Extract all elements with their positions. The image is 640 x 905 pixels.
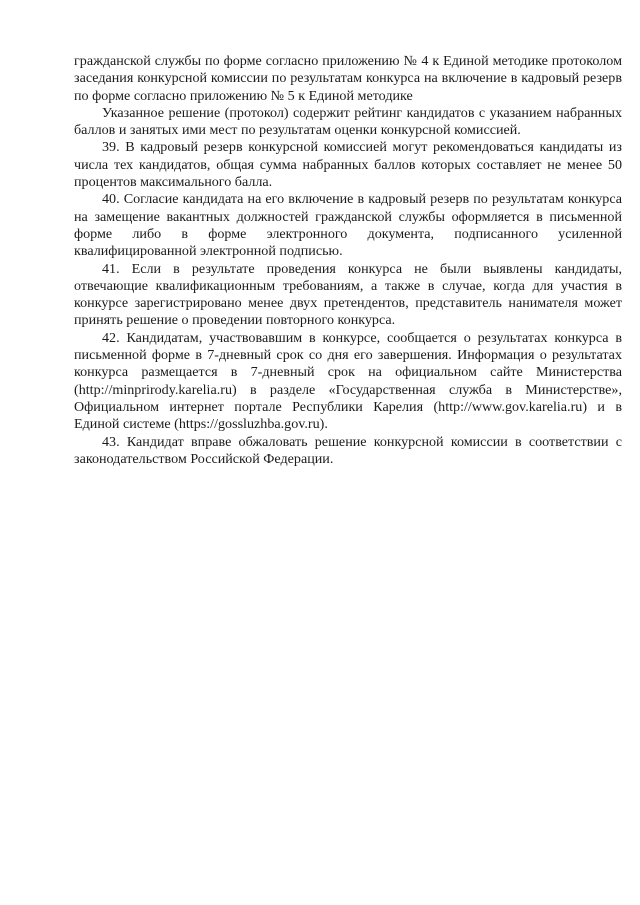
paragraph-40: 40. Согласие кандидата на его включение в кадровый резерв по результатам конкурса на замещение вакантных должностей гражданской службы оформляется в письменной форме либо в форме электронного документа, подписанного усиленной квалифицированной электронной подписью. [74, 191, 622, 260]
document-body [74, 53, 622, 468]
paragraph-protocol-rating: Указанное решение (протокол) содержит рейтинг кандидатов с указанием набранных баллов и занятых ими мест по результатам оценки конкурсной комиссией. [74, 104, 622, 139]
paragraph-43: 43. Кандидат вправе обжаловать решение конкурсной комиссии в соответствии с законодательством Российской Федерации. [74, 433, 622, 467]
paragraph-41: 41. Если в результате проведения конкурса не были выявлены кандидаты, отвечающие квалификационным требованиям, а также в случае, когда для участия в конкурсе зарегистрировано менее двух претендентов, представитель нанимателя может принять решение о проведении повторного конкурса. [74, 260, 622, 329]
paragraph-continuation: гражданской службы по форме согласно приложению № 4 к Единой методике протоколом заседания конкурсной комиссии по результатам конкурса на включение в кадровый резерв по форме согласно приложению № 5 к Единой методике [74, 53, 622, 104]
paragraph-42: 42. Кандидатам, участвовавшим в конкурсе, сообщается о результатах конкурса в письменной форме в 7-дневный срок со дня его завершения. Информация о результатах конкурса размещается в 7-дневный срок на официальном сайте Министерства (http://minprirody.karelia.ru) в разделе «Государственная служба в Министерстве», Официальном интернет портале Республики Карелия (http://www.gov.karelia.ru) и в Единой системе (https://gossluzhba.gov.ru). [74, 329, 622, 433]
paragraph-39: 39. В кадровый резерв конкурсной комиссией могут рекомендоваться кандидаты из числа тех кандидатов, общая сумма набранных баллов которых составляет не менее 50 процентов максимального балла. [74, 139, 622, 191]
